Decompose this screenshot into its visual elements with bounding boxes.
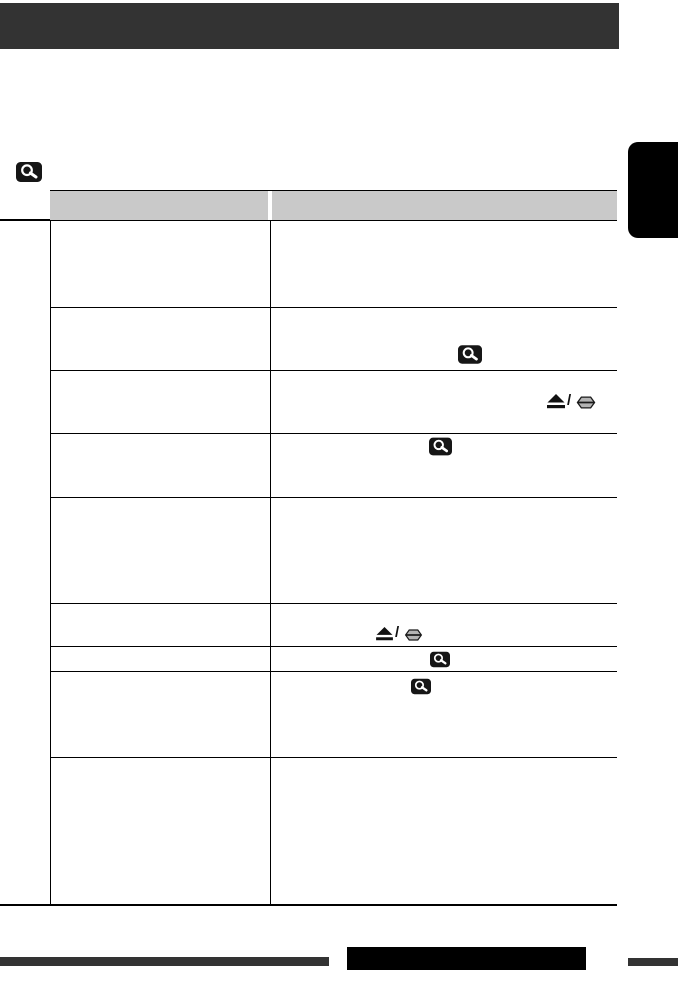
control-dial-icon [404,629,423,641]
table-row [51,647,617,672]
row-cell-right [271,647,617,671]
row-cell-right [271,604,617,646]
footer-rule-right [628,958,678,966]
table-row [51,758,617,905]
table-row [51,498,617,604]
row-cell-left [51,220,271,307]
magnifier-icon [429,437,452,456]
eject-icon [376,627,393,641]
language-side-tab [628,142,678,238]
slash-separator: / [395,624,400,641]
table-row [51,220,617,308]
header-cell-right [272,191,617,220]
magnifier-icon [411,678,431,695]
magnifier-icon [16,162,42,182]
slash-separator: / [567,392,572,409]
row-cell-left [51,308,271,370]
row-cell-right [271,672,617,757]
footer-rule-left [0,957,329,966]
row-cell-left [51,672,271,757]
row-cell-right [271,498,617,603]
row-cell-left [51,604,271,646]
table-row [51,308,617,371]
row-cell-left [51,434,271,497]
control-dial-icon [576,396,596,409]
table-row [51,434,617,498]
row-cell-left [51,758,271,905]
header-cell-left [50,191,268,220]
table-header [50,190,617,220]
row-cell-right [271,371,617,433]
title-bar [0,3,619,49]
table-row [51,371,617,434]
row-cell-left [51,498,271,603]
row-cell-right [271,308,617,370]
row-cell-right [271,434,617,497]
magnifier-icon [430,651,450,668]
table-body [50,220,617,905]
row-cell-left [51,647,271,671]
eject-icon [547,394,565,409]
table-row [51,672,617,758]
row-cell-right [271,220,617,307]
row-cell-right [271,758,617,905]
table-row [51,604,617,647]
footer-page-block [347,947,586,970]
row-cell-left [51,371,271,433]
operations-table [50,190,617,905]
magnifier-icon [458,345,482,364]
